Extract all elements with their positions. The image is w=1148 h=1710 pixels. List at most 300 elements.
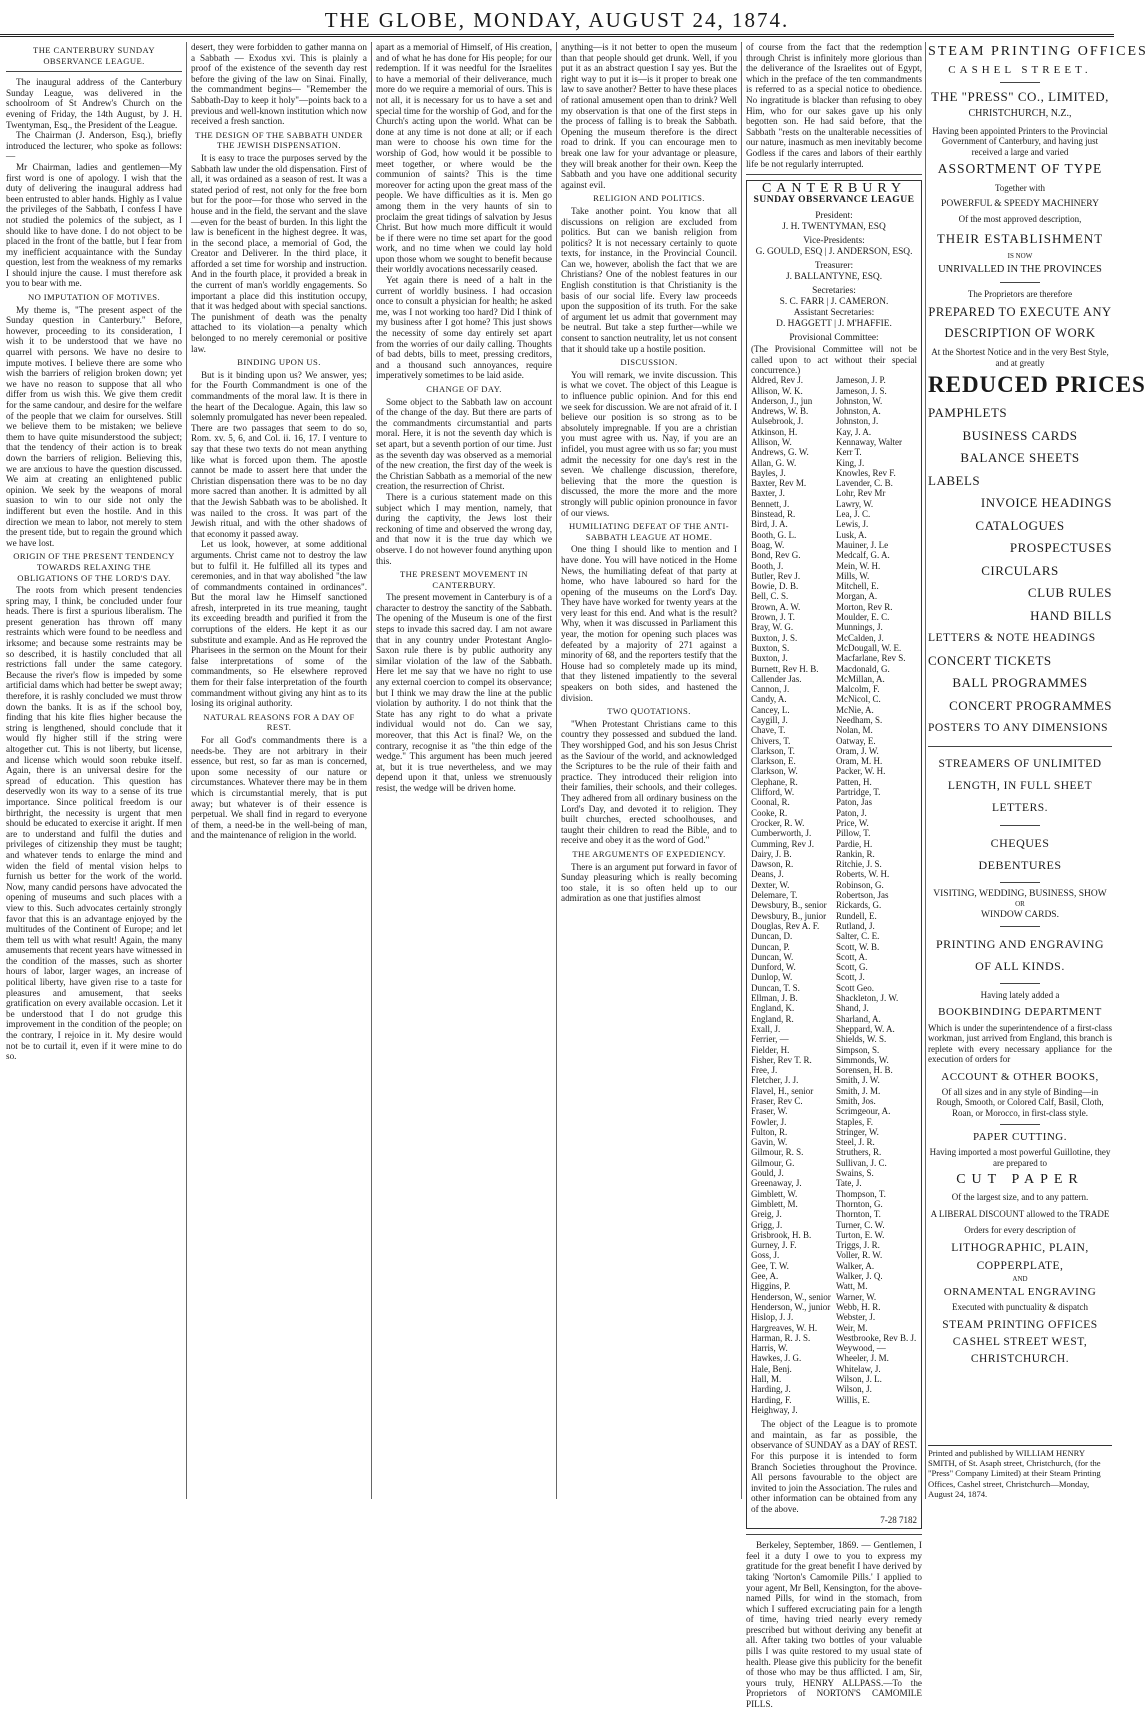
vice-names: G. GOULD, ESQ | J. ANDERSON, ESQ. [755,247,913,258]
committee-member: Coonal, R. [751,797,790,808]
committee-member: Hargreaves, W. H. [751,1322,818,1333]
committee-member: Clephane, R. [751,776,798,787]
ad-description: DESCRIPTION OF WORK [944,326,1096,340]
committee-member: Harding, F. [751,1394,792,1405]
committee-member: Bowie, D. B. [751,581,799,592]
committee-member: Salter, C. E. [836,931,880,942]
committee-member: Clarkson, E. [751,756,796,767]
ad-service-item: CATALOGUES [975,517,1065,533]
paragraph: It is easy to trace the purposes served by the Sabbath law under the old dispensation. First of all, it was ordained as a season of rest. It was a stated period of rest, not only for the free born but for the poor—for those who served in the house and in the field, the servant and the slave—even for the beast of burden. In this light the law is beneficent in the highest degree. It was, in the second place, a memorial of God, the Creator and Deliverer. In the third place, it afforded a set time for worship and instruction. And in the fourth place, it provided a break in the current of man's worldly engagements. So important a place did this institution occupy, that it was hedged about with special sanctions. The punishment of death was the penalty attached to its violation—a penalty which belonged to no merely ceremonial or positive law. [191,152,367,354]
committee-member: Knowles, Rev F. [836,467,896,478]
president-name: J. H. TWENTYMAN, ESQ [782,222,886,233]
committee-member: Baxter, Rev M. [751,478,807,489]
column-3 [376,42,552,1499]
paragraph: Yet again there is need of a halt in the current of worldly business. I had occasion once to consult a physician for health; he asked me, was I not working too hard? Did I think of my business after I got home? This just shows the necessity of some day entirely set apart from the worries of our daily calling. Thoughts of bad debts, bills to meet, pressing creditors, and a thousand such annoyances, require imperatively sometimes to be laid aside. [376,275,552,381]
ad-code: 7-28 7182 [880,1514,917,1525]
committee-member: Dewsbury, B., senior [751,900,827,911]
ad-footer-city: CHRISTCHURCH. [970,1352,1070,1365]
treasurer-name: J. BALLANTYNE, ESQ. [785,272,883,283]
ad-service-list [928,402,1112,740]
ad-service-item: BALANCE SHEETS [960,450,1080,465]
ad-street: CASHEL STREET. [948,64,1092,76]
committee-member: Mauiner, J. Le [836,539,889,550]
committee-member: Oram, J. W. [836,745,879,756]
printing-office-advertisement [928,42,1148,1499]
divider [1000,926,1040,927]
committee-member: Delemare, T. [751,890,798,901]
ad-service-item: PROSPECTUSES [1009,540,1112,555]
committee-member: Kennaway, Walter [836,436,902,447]
committee-member: Fowler, J. [751,1116,787,1127]
ad-service-item: CLUB RULES [1027,585,1112,600]
committee-member: Wheeler, J. M. [836,1353,889,1364]
committee-member: Allan, G. W. [751,457,797,468]
ad-text: Orders for every description of [964,1225,1076,1235]
ad-service-item: BALL PROGRAMMES [952,675,1088,690]
column-1 [6,42,182,1499]
committee-member: Bennett, J. [751,498,790,509]
league-objects: The object of the League is to promote and maintain, as far as possible, the observance of SUNDAY as a DAY of REST. For this purpose it is intended to form Branch Societies throughout the Province. All persons favourable to the object are invited to join the Association. The rules and other information can be obtained from any of the above. [751,1419,917,1514]
committee-member: Ferrier, — [751,1034,789,1045]
committee-member: Gimblett, M. [751,1198,798,1209]
names-column-a [751,375,832,1415]
committee-member: Booth, G. L. [751,529,797,540]
committee-member: Wilson, J. [836,1384,872,1395]
committee-member: Hall, M. [751,1374,782,1384]
committee-member: Weywood, — [836,1343,886,1354]
ad-company: THE "PRESS" CO., LIMITED, [931,89,1109,104]
committee-member: Harman, R. J. S. [751,1332,811,1343]
committee-member: Pillow, T. [836,828,871,839]
committee-label: Provisional Committee: [789,333,879,344]
ad-unrivalled: UNRIVALLED IN THE PROVINCES [938,264,1102,275]
vice-label: Vice-Presidents: [803,236,865,247]
committee-member: Malcolm, F. [836,684,880,695]
committee-member: Butler, Rev J. [751,570,801,581]
ad-service-item: PAMPHLETS [928,405,1008,420]
secretaries-label: Secretaries: [812,286,856,297]
committee-member: Clarkson, T. [751,745,795,756]
committee-member: Voller, R. W. [836,1250,883,1261]
committee-member: Macfarlane, Rev S. [836,653,906,664]
ad-length: LENGTH, IN FULL SHEET [947,779,1093,792]
committee-member: Burnett, Rev H. B. [751,663,819,674]
ad-discount: A LIBERAL DISCOUNT allowed to the TRADE [930,1208,1110,1219]
ad-debentures: DEBENTURES [978,857,1062,872]
ad-lithographic: LITHOGRAPHIC, PLAIN, [951,1241,1089,1254]
committee-member: Jameson, J. P. [836,375,886,386]
ad-text: OR [1015,900,1025,908]
committee-member: Simpson, S. [836,1044,880,1055]
committee-member: Cumming, Rev J. [751,838,815,849]
committee-member: Lawry, W. [836,498,874,509]
paragraph: The present movement in Canterbury is of a character to destroy the sanctity of the Sabbath. The opening of the Museum is one of the first steps to invade this sacred day. I am not aware that in any country under Protestant Anglo-Saxon rule there is by public authority any similar violation of the law of the Sabbath. Here let me say that we have no right to use any external coercion to compel its observance; but I think we may draw the line at the public violation by authority. I do not think that the State has any right to do what a private individual would not do. Can we say, moreover, that this Act is final? We, on the contrary, recognise it as "the thin edge of the wedge." This argument has been much jeered at, but it is true nevertheless, and we may depend upon it that, unless we strenuously resist, the wedge will be driven home. [376,592,552,793]
committee-member: Bayles, J. [751,467,786,478]
committee-member: Brown, J. T. [751,612,795,623]
ad-books: ACCOUNT & OTHER BOOKS, [941,1070,1099,1083]
divider [1000,1124,1040,1125]
committee-member: Fletcher, J. J. [751,1075,799,1086]
ad-service-item: CIRCULARS [981,562,1059,578]
subheading: THE ARGUMENTS OF EXPEDIENCY. [572,848,726,859]
committee-member: Packer, W. H. [836,766,886,777]
paragraph: Mr Chairman, ladies and gentlemen—My first word is one of apology. I wish that the duty of delivering the inaugural address had been entrusted to abler hands. Highly as I value the privileges of the Sabbath, I confess I have not studied the polemics of the subject, as I should like to have done. I do not object to be placed in the front of the battle, but I fear from my inefficient acquaintance with the Sunday question, lest from the weakness of my remarks I should injure the cause. I must therefore ask you to bear with me. [6,161,182,289]
column-2 [191,42,367,1499]
column-divider [741,42,742,1499]
committee-member: Walker, A. [836,1260,875,1271]
ad-letters: LETTERS. [991,801,1049,814]
committee-member: Allison, W. [751,436,792,447]
newspaper-title: THE GLOBE, MONDAY, AUGUST 24, 1874. [324,8,790,32]
ad-text: Of the largest size, and to any pattern. [951,1192,1089,1202]
ad-text: Together with [994,183,1046,193]
committee-member: Cancey, L. [751,704,790,715]
committee-member: Jameson, J. S. [836,385,887,396]
subheading: HUMILIATING DEFEAT OF THE ANTI-SABBATH LEAGUE AT HOME. [568,521,730,542]
divider [1000,825,1040,826]
committee-member: Dewsbury, B., junior [751,910,827,921]
committee-member: Scott, G. [836,962,868,973]
committee-member: Watt, M. [836,1281,868,1292]
committee-member: McMillan, A. [836,673,885,684]
committee-member: Duncan, P. [751,941,790,952]
divider [1000,82,1040,83]
committee-member: England, K. [751,1003,795,1014]
subheading: CHANGE OF DAY. [426,384,502,394]
committee-member: Fraser, Rev C. [751,1095,803,1106]
committee-member: Caygill, J. [751,715,788,725]
paragraph: My theme is, "The present aspect of the Sunday question in Canterbury." Before, however, proceeding to its consideration, I wish it to be understood that we have no quarrel with persons. We have no desire to impute motives. I believe there are some who wish the barriers of religion broken down; yet we have no reason to suppose that all who differ from us wish this. We give them credit for the same candour, and desire for the welfare of the people that we claim for ourselves. Still we believe them to be mistaken; we believe them to have quite misunderstood the subject; that the tendency of their action is to break down the barriers of religion. Believing this, we are anxious to have the question discussed. We aim at creating an enlightened public opinion. We seek by the weapons of moral suasion to win to our side not only the indifferent but even the hostile. And in this direction we mean to labor, not merely to stem the present tide, but to regain the ground which we have lost. [6,304,182,548]
committee-member: McCalden, J. [836,632,884,643]
ad-text: Executed with punctuality & dispatch [952,1302,1088,1312]
committee-member: Scott, W. B. [836,941,880,952]
ad-service-item: CONCERT TICKETS [928,652,1052,668]
committee-member: Greenaway, J. [751,1178,802,1189]
committee-member: Callender Jas. [751,673,802,684]
paragraph: Take another point. You know that all discussions on religion are excluded from politics. But can we banish religion from politics? It is not necessary certainly to quote texts, for instance, in the Provincial Council. Can we, however, abolish the fact that we are Christians? One of the noblest features in our English constitution is that Christianity is the basis of our social life. Every law proceeds upon the supposition of its truth. For the sake of argument let us admit that government may be neutral. But take a step further—while we consent to sanction neutrality, let us not consent that it should take up a hostile position. [561,205,737,354]
committee-member: Scrimgeour, A. [836,1106,891,1117]
committee-member: Bird, J. A. [751,519,788,530]
committee-member: Free, J. [751,1065,778,1076]
committee-member: McNicol, C. [836,694,881,705]
committee-member: Paton, Jas [836,797,872,808]
divider [746,1534,922,1535]
column-divider [556,42,557,1499]
committee-member: Aldred, Rev J. [751,375,803,386]
committee-member: Macdonald, G. [836,663,890,674]
ad-text: Having been appointed Printers to the Provincial Government of Canterbury, and having just received a large and varied [932,125,1108,157]
committee-member: Lewis, J. [836,519,869,530]
committee-member: Smith, J. M. [836,1085,881,1096]
committee-member: Douglas, Rev A. F. [751,920,820,931]
committee-member: Rickards, G. [836,900,882,911]
committee-member: Staples, F. [836,1116,874,1127]
ad-establishment: THEIR ESTABLISHMENT [936,230,1104,246]
paragraph: There is an argument put forward in favor of Sunday pleasuring which is really becoming too stale, it is so often held up to our admiration as one that justifies almost [561,861,737,904]
committee-member: Flavel, H., senior [751,1085,814,1096]
committee-member: Andrews, W. B. [751,406,809,417]
committee-member: Heighway, J. [751,1404,798,1415]
committee-member: Deans, J. [751,869,784,880]
subheading: THE PRESENT MOVEMENT IN CANTERBURY. [399,569,528,590]
committee-member: Chivers, T. [751,735,791,746]
committee-member: Henderson, W., junior [751,1301,831,1312]
divider [1000,882,1040,883]
committee-member: Mitchell, E. [836,581,879,592]
committee-member: Gould, J. [751,1168,784,1179]
committee-member: Chave, T. [751,725,786,736]
committee-member: Duncan, W. [751,951,794,962]
assistant-label: Assistant Secretaries: [793,308,875,319]
divider [928,746,1112,747]
ad-cheques: CHEQUES [990,835,1050,850]
committee-member: Dexter, W. [751,879,790,890]
committee-member: Binstead, R. [751,509,796,520]
committee-member: Mein, W. H. [836,560,881,571]
names-column-b [836,375,917,1415]
ad-cards: VISITING, WEDDING, BUSINESS, SHOW [933,888,1107,899]
committee-member: Thornton, T. [836,1209,881,1220]
ad-text: Of all sizes and in any style of Binding—in Rough, Smooth, or Colored Calf, Basil, Cloth, Roan, or Morocco, in first-class style. [936,1086,1104,1118]
committee-member: Allison, W. K. [751,385,803,396]
ad-all-kinds: OF ALL KINDS. [975,959,1065,973]
ad-text: Which is under the superintendence of a first-class workman, just arrived from England, this branch is replete with every necessary appliance for the execution of orders for [928,1022,1112,1064]
committee-member: Tate, J. [836,1178,862,1189]
committee-note: (The Provisional Committee will not be called upon to act without their special concurrence.) [751,344,917,375]
committee-member: Rundell, E. [836,910,877,921]
committee-member: Steel, J. R. [836,1137,875,1148]
paragraph: anything—is it not better to open the museum than that people should get drunk. Well, if you put it as an abstract question I say yes. But the right way to put it is—is it proper to break one law to save another? Better to have these places of rational amusement open than to drink? Well my observation is that one of the first steps in the process of falling is to break the Sabbath. Opening the museum therefore is the direct road to drink. If you can encourage men to break one law for your advantage or pleasure, they will break another for their own. Keep the Sabbath and you have one additional security against evil. [561,42,737,190]
committee-member: Fisher, Rev T. R. [751,1054,812,1065]
committee-member: Candy, A. [751,694,787,705]
committee-member: Kerr T. [836,447,862,458]
ad-text: At the Shortest Notice and in the very Best Style, and at greatly [931,347,1109,368]
column-divider [186,42,187,1499]
committee-member: Rutland, J. [836,920,875,931]
masthead-rule [0,34,1114,35]
committee-member: Oatway, E. [836,735,876,746]
committee-member: Grigg, J. [751,1219,783,1230]
committee-member: Pardie, H. [836,838,873,849]
ad-paper-cutting: PAPER CUTTING. [973,1131,1067,1143]
committee-member: Scott, J. [836,972,865,983]
divider [1000,282,1040,283]
committee-member: Baxter, J. [751,488,785,499]
committee-member: Cooke, R. [751,807,788,818]
committee-member: Duncan, T. S. [751,982,800,993]
ad-text: The Proprietors are therefore [967,288,1073,299]
committee-member: Willis, E. [836,1394,870,1405]
masthead [0,0,1114,37]
ad-service-item: CONCERT PROGRAMMES [949,697,1112,713]
committee-member: Buxton, S. [751,642,790,653]
committee-member: Weir, M. [836,1322,868,1333]
ad-engraving: PRINTING AND ENGRAVING [935,937,1105,951]
committee-member: King, J. [836,457,865,468]
committee-member: Turton, E. W. [836,1229,885,1240]
committee-member: Aulsebrook, J. [751,416,804,427]
subheading: THE DESIGN OF THE SABBATH UNDER THE JEWISH DISPENSATION. [195,129,363,151]
committee-member: Swains, S. [836,1168,874,1179]
committee-member: Exall, J. [751,1023,781,1034]
paragraph: apart as a memorial of Himself, of His creation, and of what he has done for His people; for our redemption. If it was needful for the Israelites to have a memorial of their deliverance, much more do we require a memorial of ours. This is not all, it is necessary for us to have a set and special time for the worship of God, and for the Church's acting upon the world. What can be done at any time is not done at all; or if each man were to choose his own time for the worship of God, how would it be possible to meet together, or where would be the communion of saints? This is the time moreover for acting upon the great mass of the people. We have difficulties as it is. Men go among them in the very haunts of sin to proclaim the great tidings of salvation by Jesus Christ. But how much more difficult it would be if there were no time set apart for the good work, and no time when we could lay hold upon those whom we sought to benefit because their worldly avocations necessarily ceased. [376,42,552,275]
committee-member: Struthers, R. [836,1147,882,1158]
paragraph: Some object to the Sabbath law on account of the change of the day. But there are parts of the commandments circumstantial and parts moral. Here, it is not the seventh day which is set apart, but a seventh portion of our time. Just as the seventh day was observed as a memorial of the new creation, the first day of the week is the Christian Sabbath as a memorial of the new creation, the resurrection of Christ. [376,396,552,492]
committee-member: Simmonds, W. [836,1054,889,1065]
column-divider [925,42,926,1499]
committee-member: Roberts, W. H. [836,869,890,880]
committee-member: Bell, C. S. [751,591,789,602]
committee-member: Thompson, T. [836,1188,886,1199]
committee-member: McNie, A. [836,704,874,715]
committee-member: Munnings, J. [836,622,883,633]
committee-member: Smith, Jos. [836,1095,876,1106]
imprint: Printed and published by WILLIAM HENRY SMITH, of St. Asaph street, Christchurch, (for the "Press" Company Limited) at their Steam Printing Offices, Cashel street, Christchurch—Monday, August 24, 1874. [928,1445,1112,1499]
committee-member: Henderson, W., senior [751,1291,831,1302]
committee-member: Hawkes, J. G. [751,1353,802,1364]
committee-member: Gimblett, W. [751,1188,798,1199]
committee-member: Patten, H. [836,776,872,787]
committee-member: Scott, A. [836,951,868,962]
subheading: NATURAL REASONS FOR A DAY OF REST. [203,711,355,733]
committee-member: Ellman, J. B. [751,993,798,1004]
ad-reduced-prices: REDUCED PRICES [928,372,1146,397]
committee-member: Lusk, A. [836,529,867,540]
ad-prepared: PREPARED TO EXECUTE ANY [928,305,1112,319]
paragraph: The Chairman (J. Anderson, Esq.), briefly introduced the lecturer, who spoke as follows:— [6,130,182,162]
ad-footer-street: CASHEL STREET WEST, [952,1335,1088,1348]
ad-text: Having lately added a [980,990,1060,1000]
paragraph: desert, they were forbidden to gather manna on a Sabbath — Exodus xvi. This is plainly a proof of the existence of the seventh day rest before the giving of the law on Sinai. Finally, the commandment begins— "Remember the Sabbath-Day to keep it holy"—points back to a previous and well-known institution which now received a fresh sanction. [191,42,367,127]
committee-member: Mills, W. [836,570,870,581]
committee-member: Higgins, P. [751,1281,791,1292]
committee-member: Grisbrook, H. B. [751,1229,812,1240]
ad-service-item: HAND BILLS [1030,607,1112,623]
committee-member: Walker, J. Q. [836,1271,883,1282]
committee-member: Buxton, J. S. [751,632,798,643]
committee-member: Cumberworth, J. [751,828,812,839]
divider [746,174,922,175]
committee-member: Atkinson, H. [751,426,798,437]
committee-member: Partridge, T. [836,787,881,798]
committee-member: Hislop, J. J. [751,1312,794,1323]
committee-member: Paton, J. [836,807,867,818]
ad-type-line: ASSORTMENT OF TYPE [937,161,1103,176]
committee-member: Westbrooke, Rev B. J. [836,1332,917,1343]
column-5 [746,42,922,1710]
committee-member: Gilmour, G. [751,1157,795,1168]
committee-member: Robertson, Jas [836,890,889,901]
committee-member: Kay, J. A. [836,426,872,437]
committee-member: Gilmour, R. S. [751,1147,804,1158]
ad-window-cards: WINDOW CARDS. [981,909,1059,920]
committee-member: Fraser, W. [751,1106,788,1117]
paragraph: "When Protestant Christians came to this country they possessed and subdued the land. They worshipped God, and his son Jesus Christ as the Saviour of the world, and acknowledged the Scriptures to be the rule of their faith and practice. They introduced their religion into their families, their schools, and their colleges. They adhered from all ordinary business on the Lord's Day, and devoted it to religion. They built churches, erected schoolhouses, and taught their children to read the Bible, and to receive and obey it as the word of God." [561,718,737,846]
committee-member: Ritchie, J. S. [836,859,882,870]
ad-text: AND [1012,1274,1028,1283]
assistant-names: D. HAGGETT | J. M'HAFFIE. [776,319,892,330]
committee-member: Whitelaw, J. [836,1363,881,1374]
committee-member: Bond, Rev G. [751,550,801,561]
paragraph: There is a curious statement made on this subject which I may mention, namely, that during the captivity, the Jews lost their reckoning of time and observed the wrong day, and that now it is the true day which we observe. I do not however found anything upon this. [376,491,552,566]
president-label: President: [815,211,853,222]
committee-member: Morgan, A. [836,591,878,602]
ad-service-item: LABELS [928,472,981,488]
committee-member: Lavender, C. B. [836,478,893,489]
ad-bookbinding: BOOKBINDING DEPARTMENT [938,1005,1102,1018]
committee-member: Harris, W. [751,1343,788,1354]
committee-member: Harding, J. [751,1384,791,1395]
committee-member: Wilson, J. L. [836,1374,882,1384]
committee-member: Johnston, J. [836,416,879,427]
ad-ornamental: ORNAMENTAL ENGRAVING [943,1286,1097,1298]
committee-member: Buxton, J. [751,653,788,664]
committee-member: Bray, W. G. [751,622,794,633]
committee-member: Lea, J. C. [836,509,871,520]
committee-member: Andrews, G. W. [751,447,809,458]
committee-member: Booth, J. [751,560,784,571]
ad-heading: STEAM PRINTING OFFICES [928,44,1148,59]
committee-member: Gurney, J. F. [751,1240,797,1251]
committee-member: Clifford, W. [751,787,795,798]
committee-member: Robinson, G. [836,879,884,890]
paragraph: But is it binding upon us? We answer, yes; for the Fourth Commandment is one of the commandments of the moral law. It is there in the heart of the Decalogue. Again, this law so solemnly promulgated has never been repealed. There are two passages that seem to do so, Rom. xv. 5, 6, and Col. ii. 16, 17. I venture to say that these two texts do not mean anything like what is forced upon them. The apostle cannot be made to assert here that under the Christian dispensation there was to be no day more sacred than another. It is admitted by all that the Jewish Sabbath was to be abolished. It was nailed to the cross. It was part of the Jewish ritual, and with the other shadows of that economy it passed away. [191,369,367,539]
testimonial-ad: Berkeley, September, 1869. — Gentlemen, I feel it a duty I owe to you to express my gratitude for the great benefit I have derived by taking 'Norton's Camomile Pills.' I applied to your agent, Mr Bell, Kensington, for the above-named Pills, for wind in the stomach, from which I suffered excruciating pain for a length of time, having tried nearly every remedy prescribed but without deriving any benefit at all. After taking two bottles of your valuable pills I was quite restored to my usual state of health. Please give this publicity for the benefit of those who may be thus afflicted. I am, Sir, yours truly, HENRY ALLPASS.—To the Proprietors of NORTON'S CAMOMILE PILLS. [746,1540,922,1710]
subheading: NO IMPUTATION OF MOTIVES. [27,292,160,303]
committee-member: Rankin, R. [836,848,875,859]
ad-machinery: POWERFUL & SPEEDY MACHINERY [941,198,1099,209]
ad-cut-paper: CUT PAPER [956,1172,1084,1187]
committee-member: Webb, H. R. [836,1301,881,1312]
committee-member: Brown, A. W. [751,601,801,612]
committee-member: Dawson, R. [751,859,794,870]
committee-member: Greig, J. [751,1209,782,1220]
committee-member: Shields, W. S. [836,1034,887,1045]
subheading: BINDING UPON US. [237,357,321,368]
committee-member: Johnston, A. [836,406,881,417]
committee-member: Duncan, D. [751,931,793,942]
committee-member: Shand, J. [836,1003,869,1014]
committee-member: Sharland, A. [836,1013,881,1024]
ad-city: CHRISTCHURCH, N.Z., [968,108,1072,119]
ad-text: Of the most approved description, [958,214,1082,224]
committee-member: Stringer, W. [836,1126,879,1137]
committee-member: Cannon, J. [751,684,790,695]
committee-member: England, R. [751,1013,794,1024]
ad-service-item: BUSINESS CARDS [962,427,1078,443]
committee-member: Sorensen, H. B. [836,1065,893,1076]
ad-service-item: INVOICE HEADINGS [980,495,1112,510]
committee-member: Medcalf, G. A. [836,550,890,561]
column-4 [561,42,737,1499]
paragraph: You will remark, we invite discussion. This is what we covet. The object of this League is to influence public opinion. And for this end we seek for discussion. We are not afraid of it. I believe our position is so strong as to be absolutely impregnable. If you are a christian you must agree with us. Nay, if you are an infidel, you must agree with us so far; you must admit the necessity for one day's rest in the seven. We challenge discussion, therefore, believing that the more the question is discussed, the more the more and the more strongly will public opinion pronounce in favor of our views. [561,369,737,518]
divider [6,71,182,72]
committee-member: Sullivan, J. C. [836,1157,887,1168]
subheading: ORIGIN OF THE PRESENT TENDENCY TOWARDS RELAXING THE OBLIGATIONS OF THE LORD'S DAY. [13,551,175,583]
league-subtitle: SUNDAY OBSERVANCE LEAGUE [753,193,915,205]
committee-member: Clarkson, W. [751,766,798,777]
committee-member: Dairy, J. B. [751,848,792,859]
ad-streamers: STREAMERS OF UNLIMITED [938,757,1102,770]
committee-member: Turner, C. W. [836,1219,885,1230]
secretaries-names: S. C. FARR | J. CAMERON. [779,297,889,308]
divider [1000,983,1040,984]
committee-member: Goss, J. [751,1250,780,1261]
subheading: TWO QUOTATIONS. [607,706,691,717]
ad-copperplate: COPPERPLATE, [976,1259,1064,1272]
subheading: RELIGION AND POLITICS. [593,193,705,204]
committee-member: McDougall, W. E. [836,642,902,653]
